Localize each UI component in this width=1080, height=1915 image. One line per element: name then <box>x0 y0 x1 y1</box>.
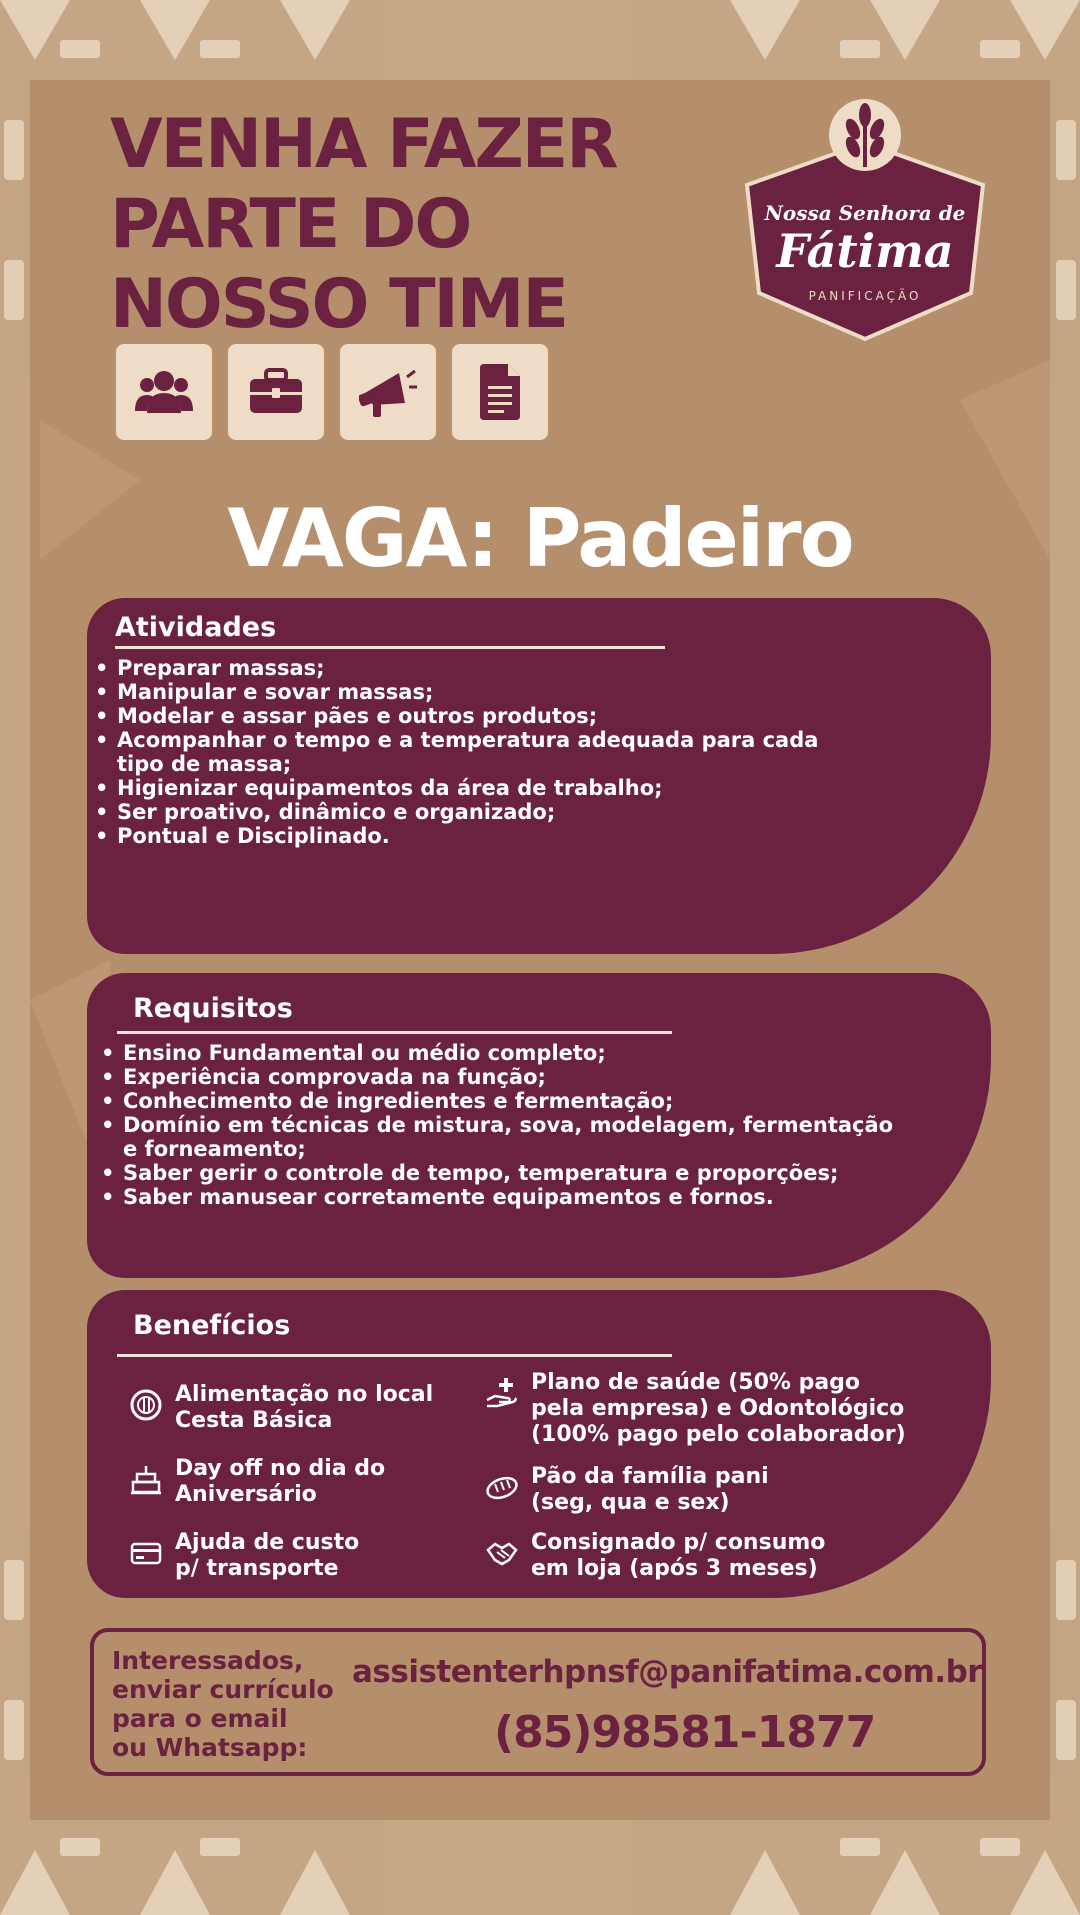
benefit-text: Consignado p/ consumo em loja (após 3 meses) <box>531 1530 826 1581</box>
list-item: • Manipular e sovar massas; <box>95 680 855 704</box>
header-icon-row <box>116 344 548 440</box>
requirements-list <box>101 1041 911 1209</box>
list-item: • Domínio em técnicas de mistura, sova, modelagem, fermentação e forneamento; <box>101 1113 911 1161</box>
benefit-text: Day off no dia do Aniversário <box>175 1456 386 1507</box>
list-item: • Ser proativo, dinâmico e organizado; <box>95 800 855 824</box>
food-icon <box>129 1388 163 1422</box>
list-item: • Preparar massas; <box>95 656 855 680</box>
cake-icon <box>129 1462 163 1496</box>
list-item: • Acompanhar o tempo e a temperatura adequada para cada tipo de massa; <box>95 728 855 776</box>
benefits-rule <box>117 1354 672 1357</box>
list-item: • Ensino Fundamental ou médio completo; <box>101 1041 911 1065</box>
activities-title: Atividades <box>115 612 277 643</box>
logo-line1: Nossa Senhora de <box>764 201 966 225</box>
list-item: • Modelar e assar pães e outros produtos; <box>95 704 855 728</box>
activities-card <box>87 598 991 954</box>
benefit-text: Plano de saúde (50% pago pela empresa) e Odontológico (100% pago pelo colaborador) <box>531 1370 906 1447</box>
benefit-text: Ajuda de custo p/ transporte <box>175 1530 360 1581</box>
list-item: • Conhecimento de ingredientes e fermentação; <box>101 1089 911 1113</box>
briefcase-icon <box>228 344 324 440</box>
job-title: VAGA: Padeiro <box>227 492 853 585</box>
requirements-rule <box>117 1031 672 1034</box>
logo-line3: PANIFICAÇÃO <box>808 289 922 303</box>
benefit-text: Pão da família pani (seg, qua e sex) <box>531 1464 769 1515</box>
contact-box <box>90 1628 986 1776</box>
list-item: • Pontual e Disciplinado. <box>95 824 855 848</box>
requirements-card <box>87 973 991 1278</box>
contact-email[interactable]: assistenterhpnsf@panifatima.com.br <box>352 1654 983 1690</box>
benefit-birthday <box>129 1456 385 1508</box>
benefit-consigned <box>485 1530 825 1582</box>
headline: VENHA FAZER PARTE DO NOSSO TIME <box>110 105 617 344</box>
benefit-bread <box>485 1464 769 1516</box>
handshake-icon <box>485 1536 519 1570</box>
team-icon <box>116 344 212 440</box>
requirements-title: Requisitos <box>133 993 293 1024</box>
card-icon <box>129 1536 163 1570</box>
activities-list <box>95 656 855 848</box>
benefits-title: Benefícios <box>133 1310 291 1341</box>
list-item: • Saber manusear corretamente equipamentos e fornos. <box>101 1185 911 1209</box>
list-item: • Higienizar equipamentos da área de trabalho; <box>95 776 855 800</box>
benefit-health <box>485 1370 906 1448</box>
benefits-card <box>87 1290 991 1598</box>
health-plan-icon <box>485 1376 519 1410</box>
bread-icon <box>485 1470 519 1504</box>
company-logo <box>735 95 995 345</box>
activities-rule <box>115 646 665 649</box>
contact-phone[interactable]: (85)98581-1877 <box>494 1707 876 1758</box>
benefit-text: Alimentação no local Cesta Básica <box>175 1382 434 1433</box>
list-item: • Saber gerir o controle de tempo, temperatura e proporções; <box>101 1161 911 1185</box>
benefit-transport <box>129 1530 359 1582</box>
megaphone-icon <box>340 344 436 440</box>
benefit-food <box>129 1382 433 1434</box>
contact-label: Interessados, enviar currículo para o email ou Whatsapp: <box>112 1646 334 1762</box>
list-item: • Experiência comprovada na função; <box>101 1065 911 1089</box>
document-icon <box>452 344 548 440</box>
logo-line2: Fátima <box>776 224 954 278</box>
